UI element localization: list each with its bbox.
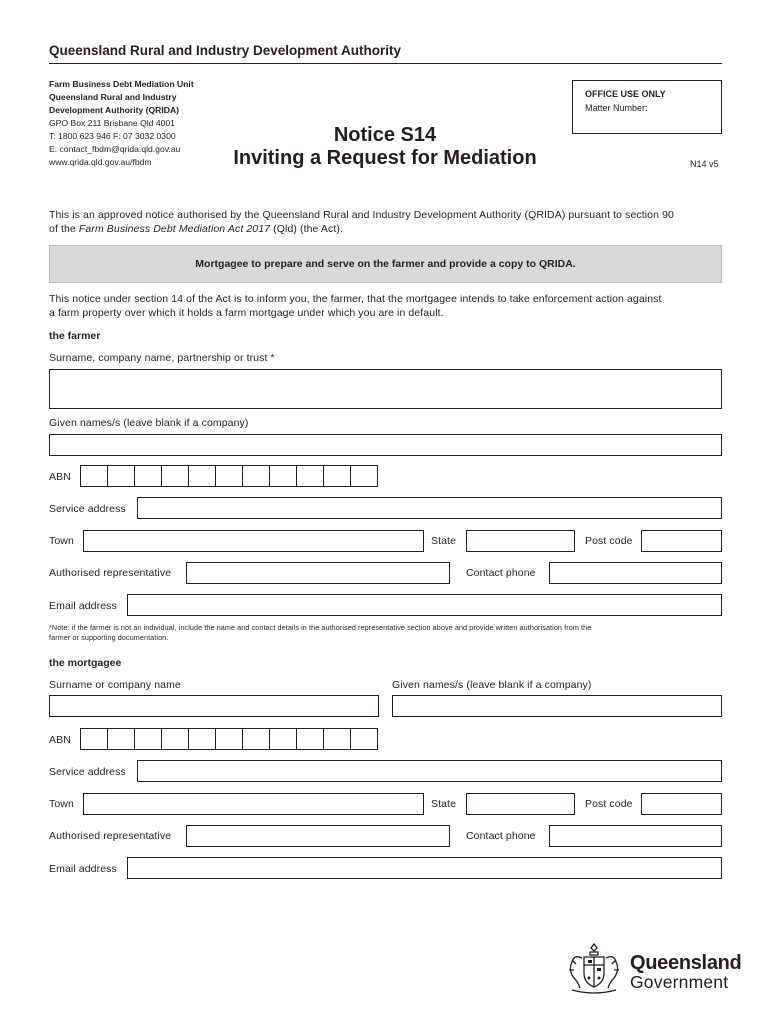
mortgagee-section-heading: the mortgagee xyxy=(49,657,122,669)
mortgagee-representative-label: Authorised representative xyxy=(49,830,172,842)
abn-digit-cell[interactable] xyxy=(243,466,270,486)
abn-digit-cell[interactable] xyxy=(270,466,297,486)
abn-digit-cell[interactable] xyxy=(351,729,378,749)
instruction-banner-text: Mortgagee to prepare and serve on the farmer and provide a copy to QRIDA. xyxy=(195,258,576,270)
farmer-contact-phone-input[interactable] xyxy=(549,562,722,584)
farmer-representative-label: Authorised representative xyxy=(49,567,172,579)
contact-org-line-2: Development Authority (QRIDA) xyxy=(49,105,180,115)
abn-digit-cell[interactable] xyxy=(297,466,324,486)
intro-line-2 xyxy=(49,222,343,236)
mortgagee-given-names-input[interactable] xyxy=(392,695,722,717)
mortgagee-surname-input[interactable] xyxy=(49,695,379,717)
abn-digit-cell[interactable] xyxy=(297,729,324,749)
header-divider xyxy=(49,63,722,64)
farmer-email-input[interactable] xyxy=(127,594,722,616)
abn-digit-cell[interactable] xyxy=(162,466,189,486)
mortgagee-email-label: Email address xyxy=(49,863,117,875)
mortgagee-postcode-label: Post code xyxy=(585,798,633,810)
brand-government: Government xyxy=(630,972,729,992)
notice-title: Inviting a Request for Mediation xyxy=(233,147,537,169)
farmer-postcode-input[interactable] xyxy=(641,530,722,552)
farmer-given-names-label: Given names/s (leave blank if a company) xyxy=(49,417,249,429)
abn-digit-cell[interactable] xyxy=(324,466,351,486)
farmer-given-names-input[interactable] xyxy=(49,434,722,456)
brand-queensland: Queensland xyxy=(630,952,742,974)
intro-line-1: This is an approved notice authorised by the Queensland Rural and Industry Development Authority (QRIDA) pursuant to section 90 xyxy=(49,209,674,221)
farmer-abn-label: ABN xyxy=(49,471,71,483)
purpose-line-2: a farm property over which it holds a farm mortgage under which you are in default. xyxy=(49,307,444,319)
farmer-town-label: Town xyxy=(49,535,74,547)
farmer-abn-input[interactable] xyxy=(80,465,378,487)
farmer-state-input[interactable] xyxy=(466,530,575,552)
mortgagee-contact-phone-label: Contact phone xyxy=(466,830,536,842)
abn-digit-cell[interactable] xyxy=(243,729,270,749)
contact-website: www.qrida.qld.gov.au/fbdm xyxy=(49,157,152,167)
abn-digit-cell[interactable] xyxy=(135,466,162,486)
mortgagee-town-input[interactable] xyxy=(83,793,424,815)
mortgagee-given-names-label: Given names/s (leave blank if a company) xyxy=(392,679,592,691)
farmer-state-label: State xyxy=(431,535,457,547)
contact-email: E: contact_fbdm@qrida.qld.gov.au xyxy=(49,144,181,154)
act-name: Farm Business Debt Mediation Act 2017 xyxy=(78,223,271,235)
farmer-surname-input[interactable] xyxy=(49,369,722,409)
farmer-town-input[interactable] xyxy=(83,530,424,552)
mortgagee-service-address-label: Service address xyxy=(49,766,126,778)
mortgagee-postcode-input[interactable] xyxy=(641,793,722,815)
abn-digit-cell[interactable] xyxy=(108,729,135,749)
notice-number: Notice S14 xyxy=(333,124,437,146)
farmer-postcode-label: Post code xyxy=(585,535,633,547)
purpose-line-1: This notice under section 14 of the Act is to inform you, the farmer, that the mortgagee intends to take enforcement action against xyxy=(49,293,662,305)
matter-number-label: Matter Number: xyxy=(585,103,648,113)
farmer-service-address-input[interactable] xyxy=(137,497,722,519)
abn-digit-cell[interactable] xyxy=(189,729,216,749)
contact-org-line-1: Queensland Rural and Industry xyxy=(49,92,177,102)
abn-digit-cell[interactable] xyxy=(216,466,243,486)
farmer-email-label: Email address xyxy=(49,600,117,612)
mortgagee-state-label: State xyxy=(431,798,457,810)
mortgagee-state-input[interactable] xyxy=(466,793,575,815)
form-version: N14 v5 xyxy=(690,159,719,169)
farmer-section-heading: the farmer xyxy=(49,330,101,342)
farmer-note-line-2: farmer or supporting documentation. xyxy=(49,633,169,642)
mortgagee-surname-label: Surname or company name xyxy=(49,679,181,691)
contact-unit: Farm Business Debt Mediation Unit xyxy=(49,79,194,89)
farmer-contact-phone-label: Contact phone xyxy=(466,567,536,579)
abn-digit-cell[interactable] xyxy=(216,729,243,749)
mortgagee-representative-input[interactable] xyxy=(186,825,450,847)
mortgagee-contact-phone-input[interactable] xyxy=(549,825,722,847)
office-use-title: OFFICE USE ONLY xyxy=(585,89,666,99)
abn-digit-cell[interactable] xyxy=(108,466,135,486)
mortgagee-abn-input[interactable] xyxy=(80,728,378,750)
farmer-representative-input[interactable] xyxy=(186,562,450,584)
intro-suffix: (Qld) (the Act). xyxy=(270,223,344,235)
abn-digit-cell[interactable] xyxy=(81,729,108,749)
abn-digit-cell[interactable] xyxy=(81,466,108,486)
abn-digit-cell[interactable] xyxy=(162,729,189,749)
mortgagee-town-label: Town xyxy=(49,798,74,810)
intro-prefix: of the xyxy=(49,223,79,235)
queensland-coat-of-arms-icon xyxy=(564,940,624,996)
contact-phone-fax: T: 1800 623 946 F: 07 3032 0300 xyxy=(49,131,176,141)
farmer-surname-label: Surname, company name, partnership or trust * xyxy=(49,352,275,364)
mortgagee-abn-label: ABN xyxy=(49,734,71,746)
contact-postal-address: GPO Box 211 Brisbane Qld 4001 xyxy=(49,118,175,128)
organisation-title: Queensland Rural and Industry Development Authority xyxy=(49,43,402,58)
mortgagee-email-input[interactable] xyxy=(127,857,722,879)
farmer-service-address-label: Service address xyxy=(49,503,126,515)
abn-digit-cell[interactable] xyxy=(189,466,216,486)
mortgagee-service-address-input[interactable] xyxy=(137,760,722,782)
abn-digit-cell[interactable] xyxy=(351,466,378,486)
abn-digit-cell[interactable] xyxy=(270,729,297,749)
abn-digit-cell[interactable] xyxy=(324,729,351,749)
abn-digit-cell[interactable] xyxy=(135,729,162,749)
farmer-note-line-1: *Note: if the farmer is not an individual, include the name and contact details in the authorised representative section above and provide written authorisation from the xyxy=(49,623,592,632)
